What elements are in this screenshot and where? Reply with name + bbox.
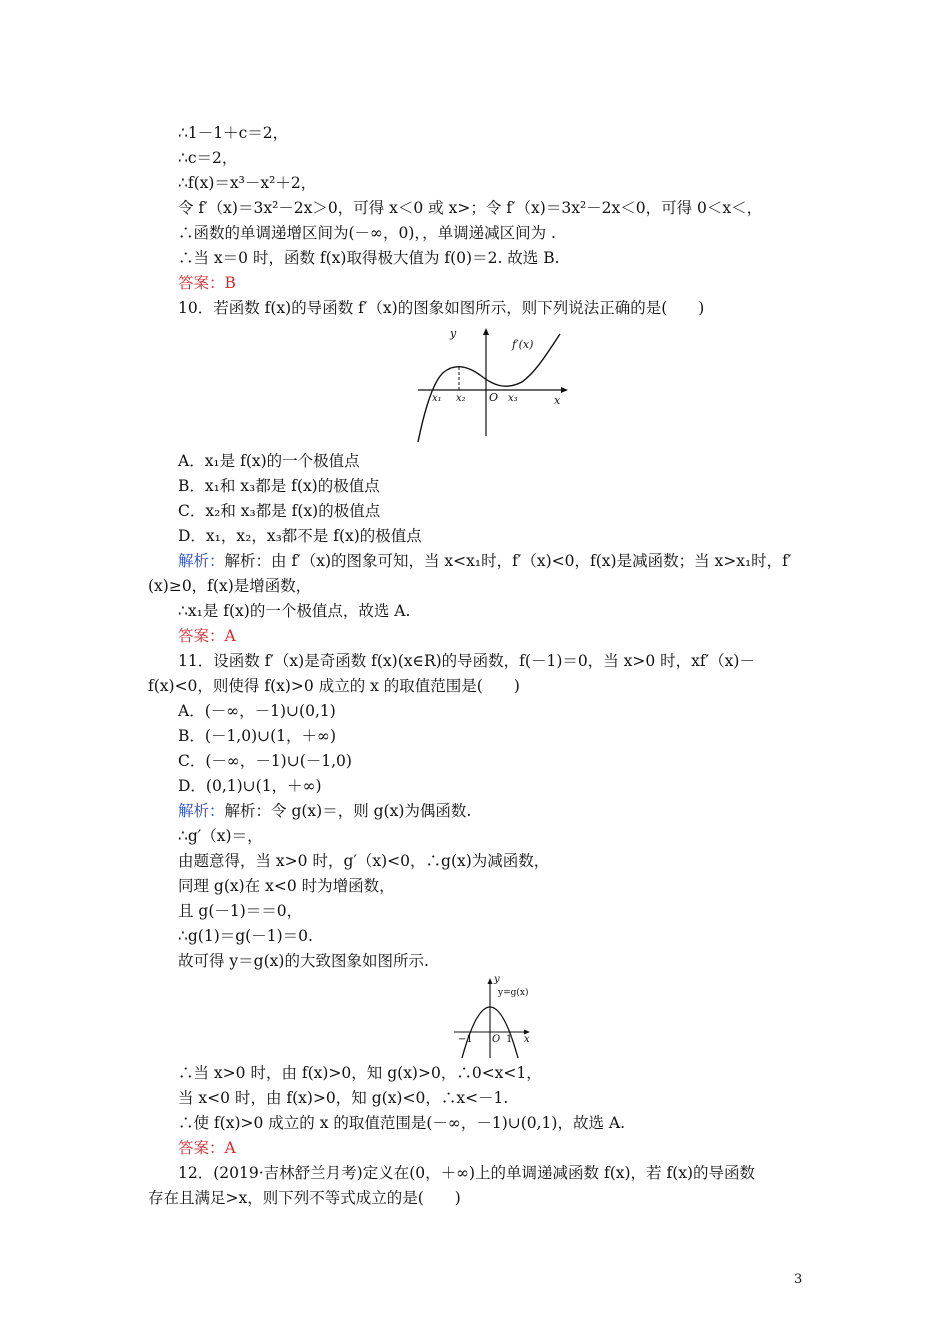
option-d: D．(0,1)∪(1，＋∞): [178, 777, 322, 795]
solution-text: 解析：由 f′（x)的图象可知，当 x<x₁时，f′（x)<0，f(x)是减函数；当 x>x₁时，f′: [224, 552, 792, 570]
text-line: f(x)<0，则使得 f(x)>0 成立的 x 的取值范围是( ): [148, 677, 520, 695]
solution-line: [178, 801, 471, 821]
text-line: 故可得 y＝g(x)的大致图象如图所示.: [178, 952, 429, 970]
x2-label: x₂: [456, 393, 466, 404]
x3-label: x₃: [508, 393, 518, 404]
option-c: C．(－∞，－1)∪(－1,0): [178, 752, 352, 770]
page-number: 3: [794, 1272, 803, 1287]
question-10: 10．若函数 f(x)的导函数 f′（x)的图象如图所示，则下列说法正确的是( ): [178, 299, 705, 317]
option-c: C．x₂和 x₃都是 f(x)的极值点: [178, 502, 381, 520]
solution-label: 解析：: [178, 802, 225, 820]
text-line: 且 g(－1)＝＝0，: [178, 902, 303, 920]
text-line: (x)≥0，f(x)是增函数，: [148, 577, 312, 595]
x1-label: x₁: [432, 393, 442, 404]
option-a: A．(－∞，－1)∪(0,1): [178, 702, 336, 720]
text-line: ∴x₁是 f(x)的一个极值点，故选 A.: [178, 602, 411, 620]
text-line: 存在且满足>x，则下列不等式成立的是( ): [148, 1189, 461, 1207]
y-axis-label: y: [450, 327, 457, 340]
x-axis-label: x: [554, 394, 561, 407]
text-line: ∴g(1)＝g(－1)＝0.: [178, 927, 313, 945]
option-b: B．x₁和 x₃都是 f(x)的极值点: [178, 477, 380, 495]
text-line: ∴函数的单调递增区间为(－∞，0)，，单调递减区间为 .: [178, 224, 556, 242]
text-line: ∴使 f(x)>0 成立的 x 的取值范围是(－∞，－1)∪(0,1)，故选 A.: [178, 1114, 626, 1132]
origin-label: O: [492, 1034, 501, 1045]
derivative-curve: [418, 334, 560, 442]
solution-line: [178, 551, 791, 571]
text-line: ∴当 x＝0 时，函数 f(x)取得极大值为 f(0)＝2. 故选 B.: [178, 249, 560, 267]
origin-label: O: [489, 391, 499, 404]
neg-one-label: −1: [458, 1034, 473, 1045]
text-line: ∴当 x>0 时，由 f(x)>0，知 g(x)>0，∴0<x<1，: [178, 1064, 542, 1082]
text-line: 当 x<0 时，由 f(x)>0，知 g(x)<0，∴x<－1.: [178, 1089, 509, 1107]
answer-label: 答案：A: [178, 1139, 236, 1157]
option-b: B．(－1,0)∪(1，＋∞): [178, 727, 336, 745]
x-axis-arrow: [561, 387, 568, 393]
text-line: 由题意得，当 x>0 时，g′（x)<0，∴g(x)为减函数，: [178, 852, 550, 870]
x-axis-label: x: [524, 1034, 530, 1045]
question-12: 12．(2019·吉林舒兰月考)定义在(0，＋∞)上的单调递减函数 f(x)，若 f(x)的导函数: [178, 1164, 756, 1182]
derivative-graph-figure: [410, 322, 580, 444]
text-line: ∴f(x)＝x³－x²＋2，: [178, 174, 317, 192]
y-axis-arrow: [483, 328, 489, 335]
option-d: D．x₁，x₂，x₃都不是 f(x)的极值点: [178, 527, 422, 545]
curve-label: f′(x): [512, 338, 534, 351]
text-line: 令 f′（x)＝3x²－2x＞0，可得 x＜0 或 x>；令 f′（x)＝3x²－2x＜0，可得 0＜x＜，: [178, 199, 763, 217]
answer-label: 答案：B: [178, 274, 236, 292]
option-a: A．x₁是 f(x)的一个极值点: [178, 452, 360, 470]
g-graph-figure: [448, 974, 536, 1060]
question-11: 11．设函数 f′（x)是奇函数 f(x)(x∈R)的导函数，f(－1)＝0，当 x>0 时，xf′（x)－: [178, 652, 755, 670]
text-line: ∴c＝2，: [178, 149, 238, 167]
curve-label: y=g(x): [498, 988, 529, 998]
y-axis-arrow: [488, 978, 493, 984]
text-line: ∴g′（x)＝，: [178, 827, 263, 845]
answer-label: 答案：A: [178, 627, 236, 645]
pos-one-label: 1: [506, 1034, 513, 1045]
y-axis-label: y: [494, 974, 500, 985]
solution-text: 解析：令 g(x)＝，则 g(x)为偶函数.: [224, 802, 472, 820]
solution-label: 解析：: [178, 552, 225, 570]
text-line: 同理 g(x)在 x<0 时为增函数，: [178, 877, 395, 895]
text-line: ∴1－1＋c＝2，: [178, 124, 289, 142]
